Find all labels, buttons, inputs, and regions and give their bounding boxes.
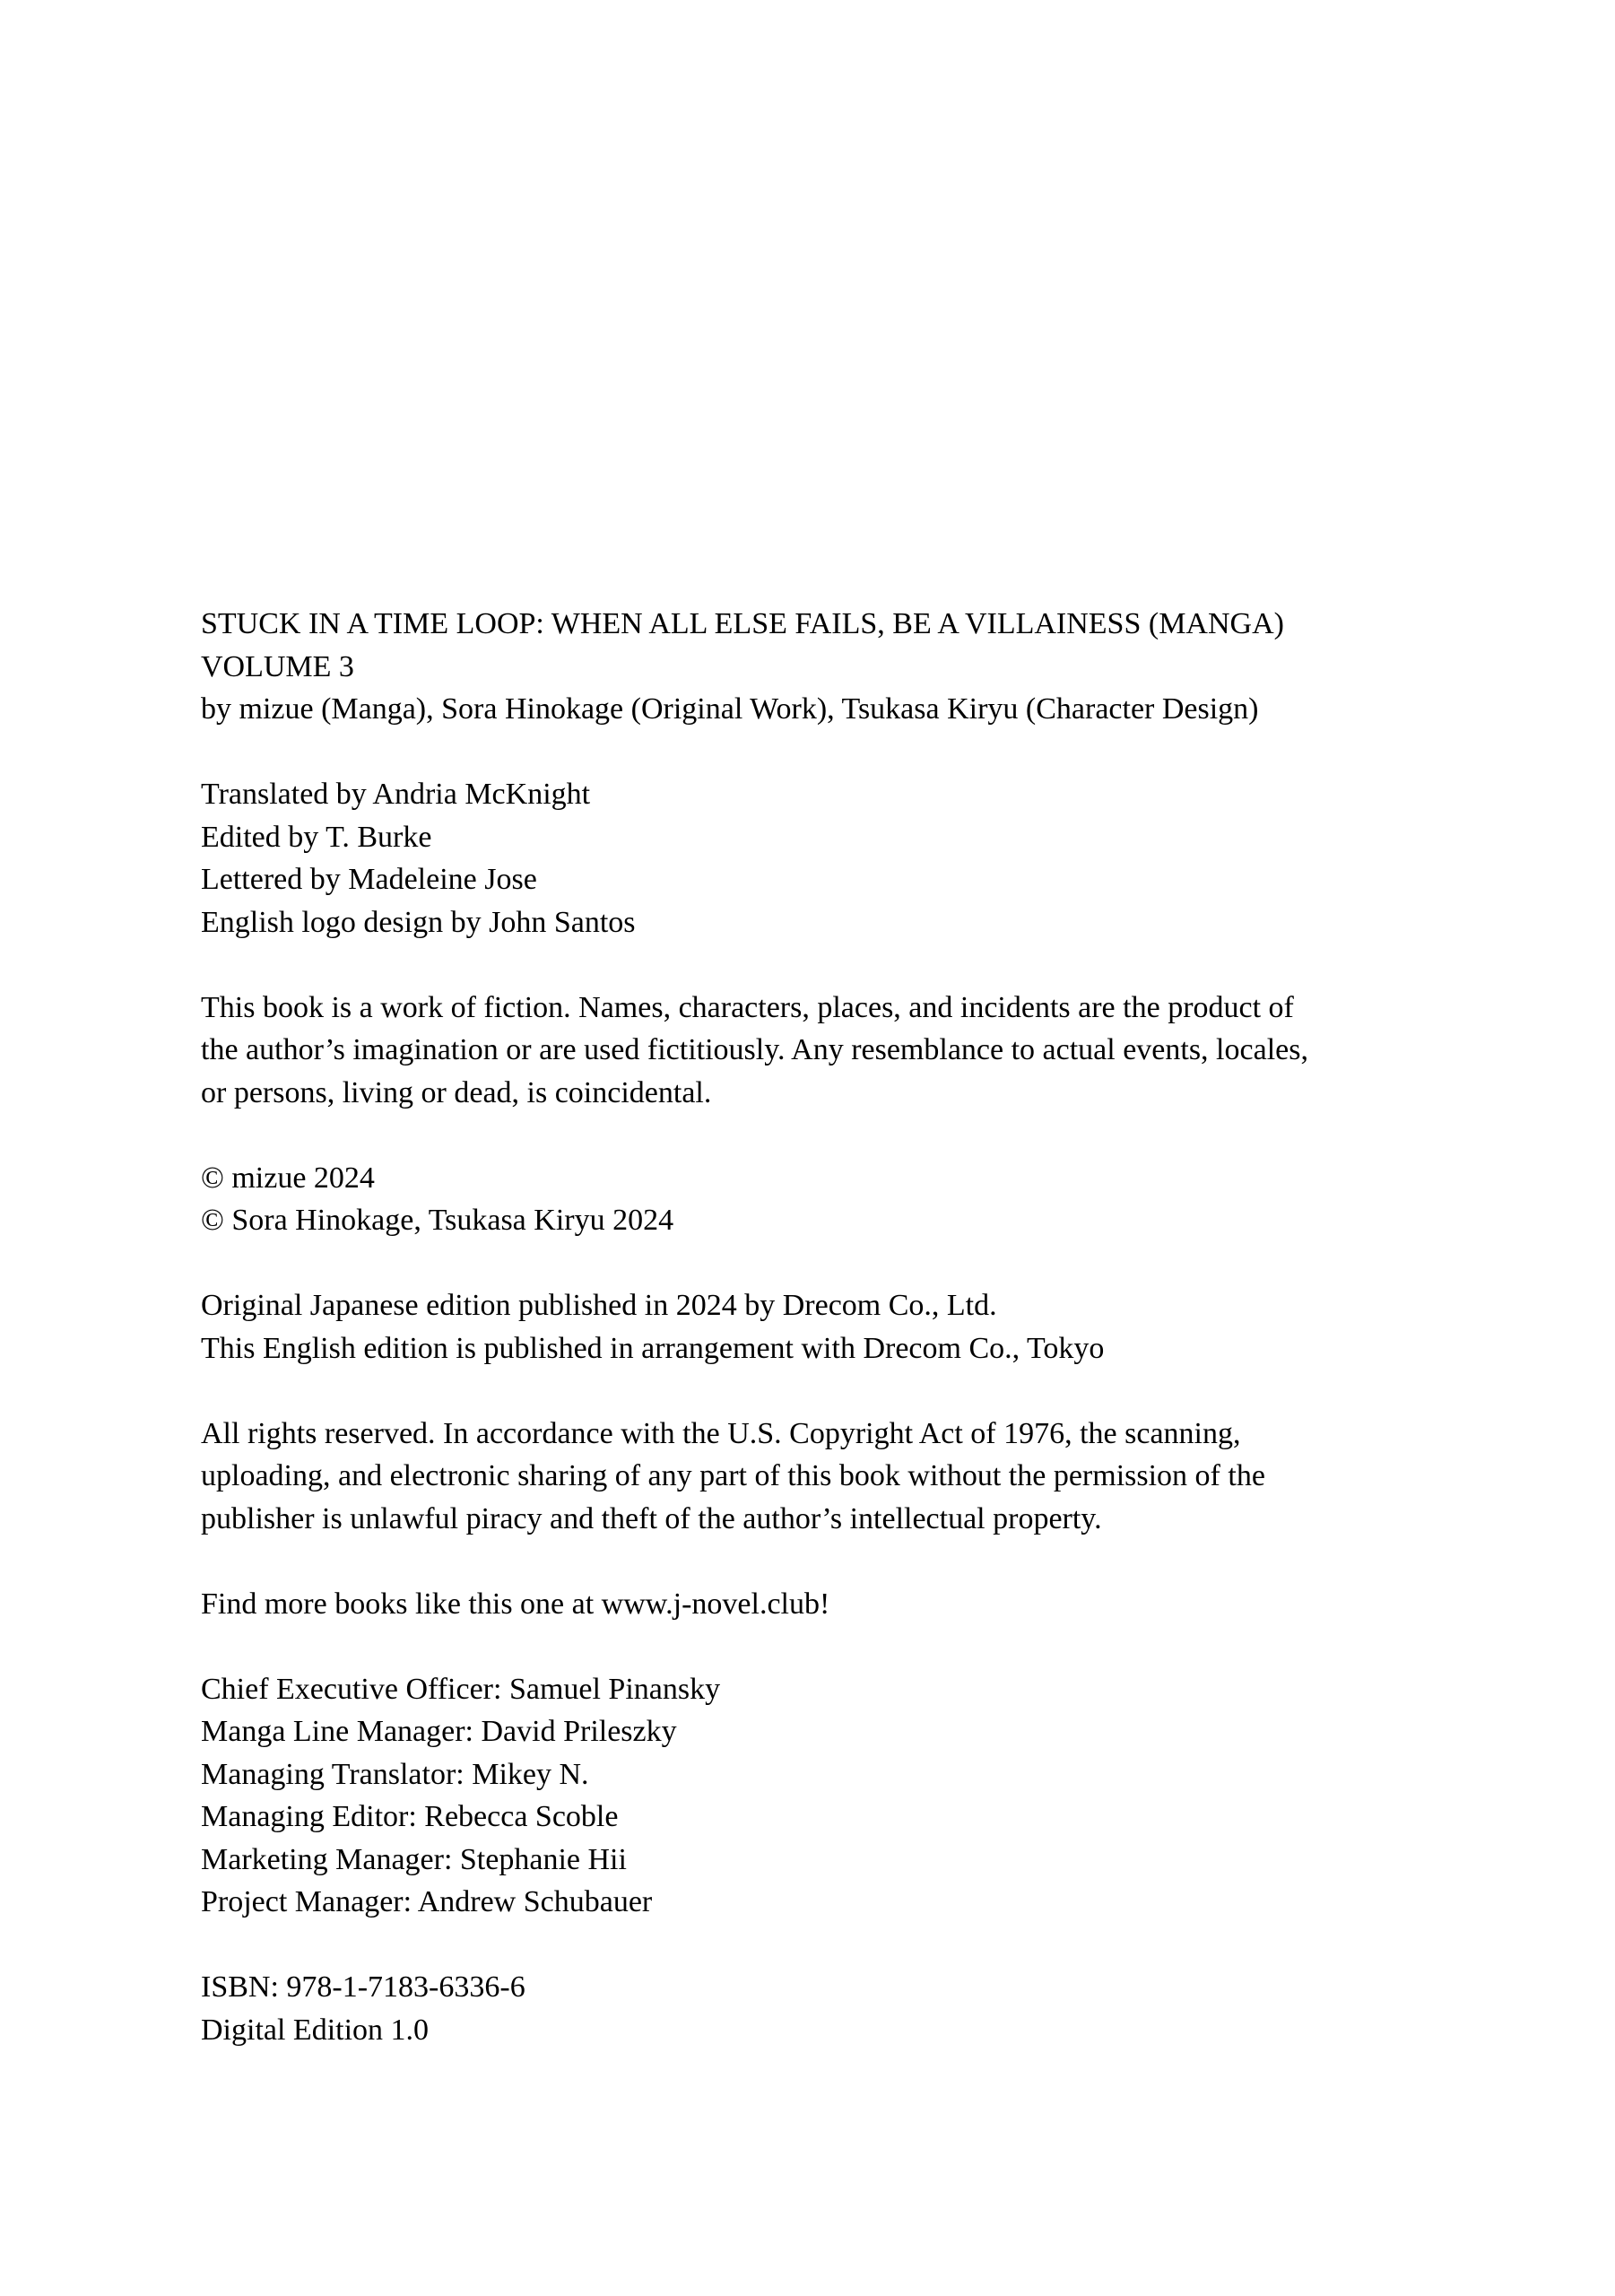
book-byline: by mizue (Manga), Sora Hinokage (Original Work), Tsukasa Kiryu (Character Design) [201, 692, 1259, 726]
promo-line: Find more books like this one at www.j-novel.club! [201, 1587, 830, 1621]
copyright-line-2: © Sora Hinokage, Tsukasa Kiryu 2024 [201, 1204, 674, 1237]
english-edition-line: This English edition is published in arrangement with Drecom Co., Tokyo [201, 1331, 1105, 1365]
japanese-edition-line: Original Japanese edition published in 2024 by Drecom Co., Ltd. [201, 1289, 997, 1322]
fiction-disclaimer-block [201, 987, 1483, 1115]
copyright-block [201, 1157, 1483, 1242]
fiction-disclaimer-line-1: This book is a work of fiction. Names, characters, places, and incidents are the product of [201, 990, 1294, 1024]
book-title-block [201, 603, 1483, 731]
staff-credits-block [201, 773, 1483, 944]
fiction-disclaimer-line-3: or persons, living or dead, is coincidental. [201, 1075, 712, 1109]
managing-editor-credit: Managing Editor: Rebecca Scoble [201, 1800, 619, 1833]
company-staff-block [201, 1668, 1483, 1924]
rights-notice-line-1: All rights reserved. In accordance with the U.S. Copyright Act of 1976, the scanning, [201, 1416, 1241, 1450]
rights-notice-block [201, 1413, 1483, 1541]
book-title-line-2: VOLUME 3 [201, 649, 354, 683]
book-title-line-1: STUCK IN A TIME LOOP: WHEN ALL ELSE FAILS, BE A VILLAINESS (MANGA) [201, 607, 1284, 640]
copyright-line-1: © mizue 2024 [201, 1161, 375, 1195]
editor-credit: Edited by T. Burke [201, 820, 432, 854]
managing-translator-credit: Managing Translator: Mikey N. [201, 1757, 589, 1791]
promo-block [201, 1583, 1483, 1626]
fiction-disclaimer-line-2: the author’s imagination or are used fictitiously. Any resemblance to actual events, locales, [201, 1033, 1308, 1066]
rights-notice-line-3: publisher is unlawful piracy and theft of the author’s intellectual property. [201, 1501, 1102, 1535]
letterer-credit: Lettered by Madeleine Jose [201, 863, 537, 896]
project-manager-credit: Project Manager: Andrew Schubauer [201, 1885, 653, 1918]
isbn-line: ISBN: 978-1-7183-6336-6 [201, 1970, 525, 2004]
marketing-manager-credit: Marketing Manager: Stephanie Hii [201, 1842, 627, 1876]
ceo-credit: Chief Executive Officer: Samuel Pinansky [201, 1672, 721, 1706]
rights-notice-line-2: uploading, and electronic sharing of any part of this book without the permission of the [201, 1459, 1265, 1492]
isbn-block [201, 1966, 1483, 2051]
digital-edition-line: Digital Edition 1.0 [201, 2013, 430, 2047]
edition-info-block [201, 1284, 1483, 1370]
manga-line-manager-credit: Manga Line Manager: David Prileszky [201, 1715, 677, 1748]
logo-design-credit: English logo design by John Santos [201, 905, 636, 939]
colophon-text-column [201, 603, 1483, 2051]
translator-credit: Translated by Andria McKnight [201, 778, 591, 811]
